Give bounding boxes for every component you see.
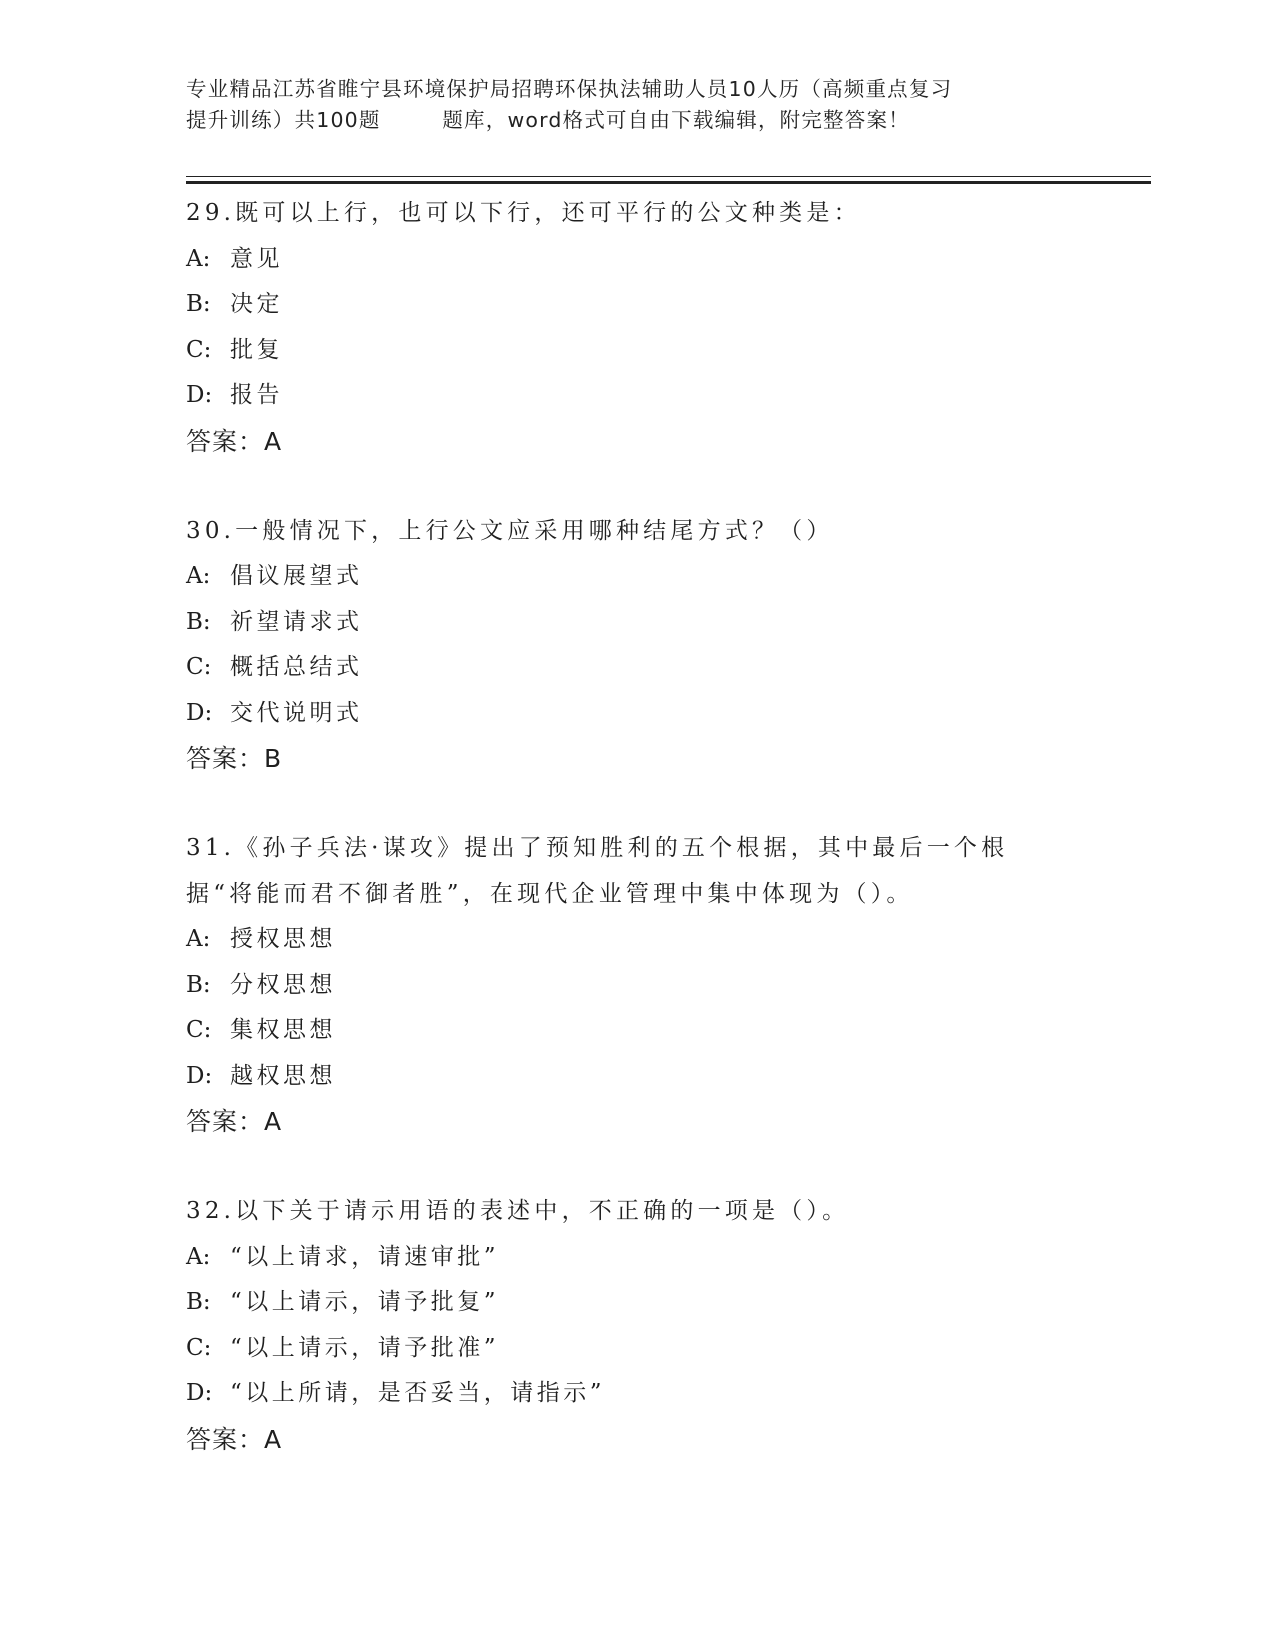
answer-label: 答案：B [186,744,283,773]
option-letter: C: [186,1334,212,1361]
option-letter: A: [186,563,211,589]
option-letter: D: [186,1380,213,1406]
question-block [186,191,1086,465]
header-line-2: 提升训练）共100题 题库，word格式可自由下载编辑，附完整答案！ [186,108,910,132]
option-text: 报告 [230,382,283,408]
option-letter: D: [186,699,213,726]
option-text: “以上请求，请速审批” [230,1243,500,1270]
option-c [186,328,1086,374]
option-letter: D: [186,382,213,408]
option-b [186,282,1086,328]
option-c [186,1326,1086,1372]
question-list [186,191,1086,1507]
option-d [186,691,1086,737]
option-letter: C: [186,336,212,363]
option-text: 交代说明式 [230,699,363,726]
option-text: “以上所请，是否妥当，请指示” [230,1380,606,1406]
header-divider-thin [186,176,1151,177]
document-header [186,74,1086,136]
option-c [186,645,1086,691]
header-divider-thick [186,181,1151,184]
option-text: “以上请示，请予批复” [230,1289,500,1315]
option-letter: B: [186,971,211,998]
option-text: 授权思想 [230,926,336,952]
answer-label: 答案：A [186,1424,283,1454]
question-block [186,1189,1086,1463]
option-letter: B: [186,291,211,317]
option-letter: C: [186,1017,212,1043]
option-text: 分权思想 [230,971,336,998]
option-text: 批复 [230,336,283,363]
option-b [186,600,1086,646]
option-a [186,554,1086,600]
option-a [186,1235,1086,1281]
option-b [186,963,1086,1009]
question-block [186,509,1086,783]
option-text: “以上请示，请予批准” [230,1334,500,1361]
option-text: 越权思想 [230,1062,336,1089]
answer-label: 答案：A [186,426,283,456]
option-d [186,1054,1086,1100]
question-stem: 29.既可以上行，也可以下行，还可平行的公文种类是： [186,200,861,226]
question-block [186,826,1086,1145]
option-b [186,1280,1086,1326]
question-stem: 31.《孙子兵法·谋攻》提出了预知胜利的五个根据，其中最后一个根 [186,835,1009,861]
option-a [186,237,1086,283]
option-text: 倡议展望式 [230,563,363,589]
option-letter: C: [186,654,212,680]
question-stem-continued: 据“将能而君不御者胜”，在现代企业管理中集中体现为（）。 [186,880,914,907]
header-line-1: 专业精品江苏省睢宁县环境保护局招聘环保执法辅助人员10人历（高频重点复习 [186,77,953,101]
option-letter: B: [186,608,211,635]
option-text: 概括总结式 [230,654,363,680]
question-stem: 30.一般情况下，上行公文应采用哪种结尾方式？（） [186,517,834,544]
option-letter: A: [186,926,211,952]
option-a [186,917,1086,963]
option-text: 集权思想 [230,1017,336,1043]
option-d [186,1371,1086,1417]
option-letter: D: [186,1062,213,1089]
option-d [186,373,1086,419]
option-letter: A: [186,1243,211,1270]
option-text: 意见 [230,245,283,272]
option-text: 决定 [230,291,283,317]
option-letter: A: [186,245,211,272]
answer-label: 答案：A [186,1107,283,1136]
question-stem: 32.以下关于请示用语的表述中，不正确的一项是（）。 [186,1198,850,1224]
option-letter: B: [186,1289,211,1315]
option-c [186,1008,1086,1054]
option-text: 祈望请求式 [230,608,363,635]
